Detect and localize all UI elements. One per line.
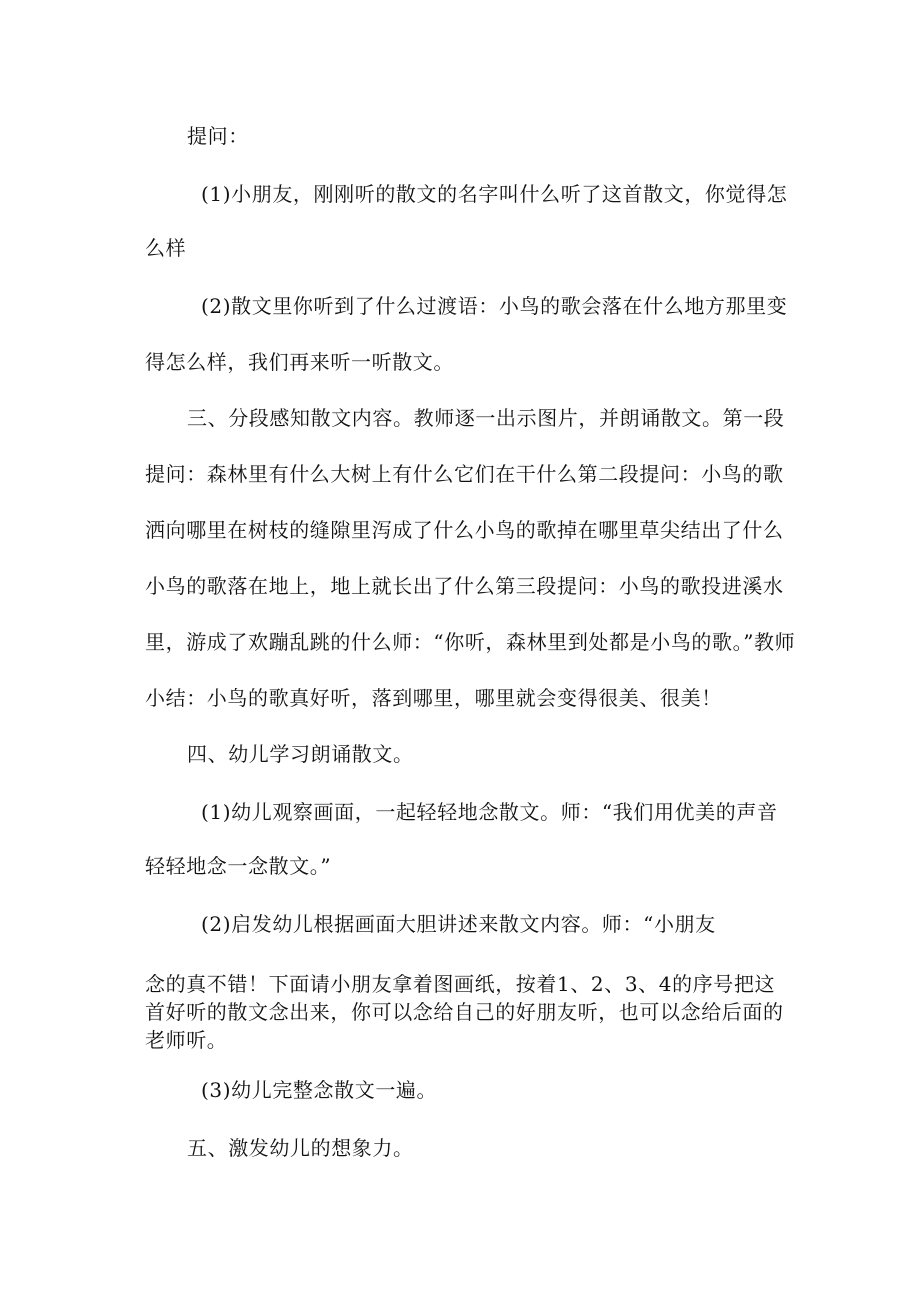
text-line: (2)启发幼儿根据画面大胆讲述来散文内容。师：“小朋友 [201, 912, 716, 936]
text-line: 五、激发幼儿的想象力。 [187, 1136, 414, 1160]
text-line: (1)幼儿观察画面，一起轻轻地念散文。师：“我们用优美的声音 [201, 800, 778, 824]
text-line: 提问： [187, 124, 249, 148]
text-line: (3)幼儿完整念散文一遍。 [201, 1078, 438, 1102]
text-line: 念的真不错！下面请小朋友拿着图画纸，按着1、2、3、4的序号把这 [145, 972, 776, 996]
text-line: 洒向哪里在树枝的缝隙里泻成了什么小鸟的歌掉在哪里草尖结出了什么 [145, 518, 784, 542]
text-line: (2)散文里你听到了什么过渡语：小鸟的歌会落在什么地方那里变 [201, 294, 788, 318]
text-line: 里，游成了欢蹦乱跳的什么师：“你听，森林里到处都是小鸟的歌。”教师 [145, 630, 796, 654]
text-line: 轻轻地念一念散文。” [145, 854, 332, 878]
text-line: 三、分段感知散文内容。教师逐一出示图片，并朗诵散文。第一段 [187, 406, 785, 430]
text-line: 么样 [145, 236, 187, 260]
text-line: (1)小朋友，刚刚听的散文的名字叫什么听了这首散文，你觉得怎 [201, 182, 788, 206]
text-line: 老师听。 [145, 1028, 228, 1052]
text-line: 首好听的散文念出来，你可以念给自己的好朋友听，也可以念给后面的 [145, 1000, 784, 1024]
text-line: 小结：小鸟的歌真好听，落到哪里，哪里就会变得很美、很美！ [145, 686, 722, 710]
text-line: 四、幼儿学习朗诵散文。 [187, 742, 414, 766]
text-line: 小鸟的歌落在地上，地上就长出了什么第三段提问：小鸟的歌投进溪水 [145, 574, 784, 598]
text-line: 得怎么样，我们再来听一听散文。 [145, 350, 454, 374]
text-line: 提问：森林里有什么大树上有什么它们在干什么第二段提问：小鸟的歌 [145, 462, 784, 486]
